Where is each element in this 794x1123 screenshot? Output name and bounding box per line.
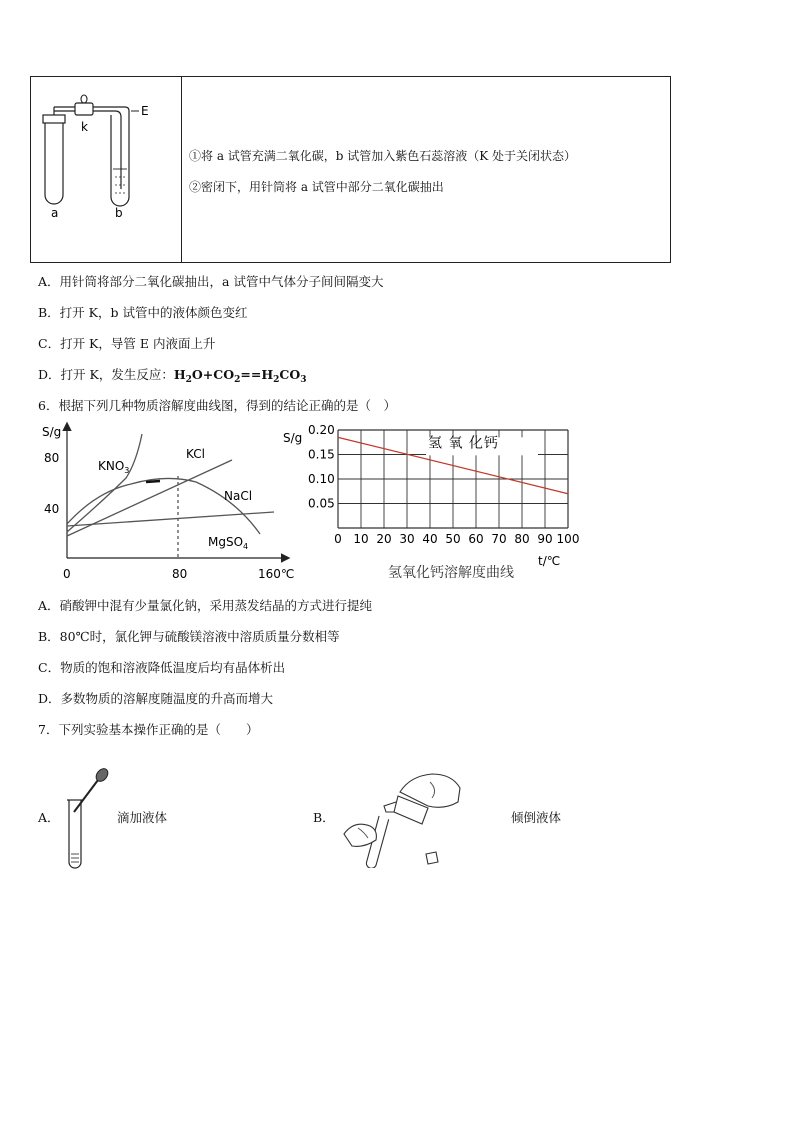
chart2-xtick: 70 [491, 532, 507, 546]
chart2-ytick: 0.20 [308, 423, 335, 437]
curve-highlight [146, 481, 160, 482]
curve-kno3 [67, 434, 142, 532]
q6-option-d: D．多数物质的溶解度随温度的升高而增大 [38, 691, 274, 706]
chart2-xtick: 50 [445, 532, 461, 546]
apparatus-diagram [31, 77, 181, 264]
chart2-xtick: 30 [399, 532, 415, 546]
chart2-xtick: 20 [376, 532, 392, 546]
q6-option-a: A．硝酸钾中混有少量氯化钠，采用蒸发结晶的方式进行提纯 [38, 598, 373, 613]
label-a: a [51, 206, 59, 220]
chart2-xlabel: t/℃ [538, 554, 561, 568]
q5-option-b: B．打开 K，b 试管中的液体颜色变红 [38, 305, 248, 320]
q7-option-a-letter: A． [38, 810, 60, 825]
dropper-illustration [60, 766, 116, 874]
q7-stem: 7．下列实验基本操作正确的是（ ） [38, 722, 259, 737]
chart1-ylabel: S/g [42, 425, 62, 439]
chart1-xtick-160: 160℃ [258, 567, 295, 581]
chart1-xtick-80: 80 [172, 567, 188, 581]
label-e: E [141, 104, 149, 118]
chart1-xtick-0: 0 [63, 567, 71, 581]
label-kcl: KCl [186, 447, 205, 461]
chart2-caption: 氢氧化钙溶解度曲线 [388, 565, 514, 581]
q6-option-c: C．物质的饱和溶液降低温度后均有晶体析出 [38, 660, 286, 675]
q6-stem: 6．根据下列几种物质溶解度曲线图，得到的结论正确的是（ ） [38, 398, 396, 413]
chart2-xtick: 40 [422, 532, 438, 546]
chart2-xtick: 90 [537, 532, 553, 546]
chart2-x-ticks [334, 532, 579, 546]
calcium-hydroxide-chart [280, 420, 590, 585]
chart2-legend: 氢 氧 化钙 [428, 435, 499, 452]
chart2-ylabel: S/g [283, 431, 303, 445]
step-1: ①将 a 试管充满二氧化碳，b 试管加入紫色石蕊溶液（K 处于关闭状态） [189, 149, 577, 163]
chart2-xtick: 100 [556, 532, 580, 546]
chart2-ytick: 0.15 [308, 447, 335, 462]
chart1-ytick-80: 80 [44, 451, 60, 465]
q7-option-b-caption: 倾倒液体 [511, 810, 562, 825]
chart1-ytick-40: 40 [44, 502, 60, 516]
q5-option-a: A．用针筒将部分二氧化碳抽出，a 试管中气体分子间间隔变大 [38, 274, 384, 289]
label-b: b [115, 206, 123, 220]
label-kno3: $KNO_3$ [98, 459, 130, 475]
chart2-xtick: 0 [334, 532, 342, 546]
solubility-curves-chart [36, 418, 298, 586]
q7-option-a-caption: 滴加液体 [117, 810, 168, 825]
label-nacl: NaCl [224, 489, 253, 503]
q5-option-d: D．打开 K，发生反应：$H_2O+CO_2==H_2CO_3$ [38, 367, 307, 385]
chart2-y-ticks [308, 423, 335, 511]
step-2: ②密闭下，用针筒将 a 试管中部分二氧化碳抽出 [189, 180, 444, 194]
chart2-xtick: 60 [468, 532, 484, 546]
q5-option-c: C．打开 K，导管 E 内液面上升 [38, 336, 216, 351]
chart2-ytick: 0.10 [308, 472, 335, 486]
label-k: k [81, 120, 88, 134]
table-divider [181, 77, 182, 262]
chart2-xtick: 80 [514, 532, 530, 546]
chart2-xtick: 10 [353, 532, 369, 546]
q6-option-b: B．80℃时，氯化钾与硫酸镁溶液中溶质质量分数相等 [38, 629, 340, 644]
chart2-ytick: 0.05 [308, 496, 335, 511]
q7-option-b-letter: B． [313, 810, 335, 825]
experiment-table [30, 76, 671, 263]
pouring-illustration [340, 768, 470, 868]
label-mgso4: MgSO$_4$ [208, 535, 249, 551]
